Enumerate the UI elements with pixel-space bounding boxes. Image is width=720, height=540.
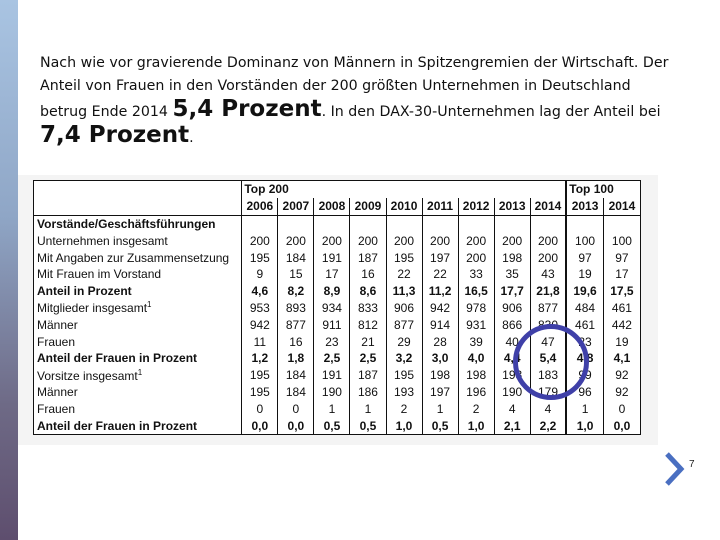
table-cell: 2,5: [350, 350, 386, 367]
year-header: 2009: [350, 198, 386, 215]
table-cell: 953: [242, 300, 278, 317]
table-cell: 28: [422, 333, 458, 350]
intro-paragraph: [40, 52, 680, 150]
table-cell: 19: [603, 333, 640, 350]
table-cell: 200: [386, 232, 422, 249]
table-cell: 200: [314, 232, 350, 249]
table-cell: 0,5: [350, 417, 386, 434]
table-cell: 200: [494, 232, 530, 249]
year-header: 2011: [422, 198, 458, 215]
table-cell: 195: [386, 367, 422, 384]
table-cell: 4,8: [566, 350, 603, 367]
row-label: [34, 249, 242, 266]
table-cell: 97: [603, 249, 640, 266]
year-header: 2014: [603, 198, 640, 215]
table-cell: 195: [242, 249, 278, 266]
table-cell: 934: [314, 300, 350, 317]
row-label-text: Mitglieder insgesamt: [37, 301, 148, 316]
row-label-text: Frauen: [37, 334, 76, 349]
table-cell: 1,8: [278, 350, 314, 367]
table-cell: 17,7: [494, 283, 530, 300]
table-cell: 97: [566, 249, 603, 266]
table-cell: 100: [566, 232, 603, 249]
table-cell: 442: [603, 316, 640, 333]
table-cell: 187: [350, 249, 386, 266]
table-cell: 19: [566, 266, 603, 283]
row-label-text: Mit Angaben zur Zusammensetzung: [37, 250, 230, 265]
table-cell: 5,4: [530, 350, 566, 367]
year-header: 2013: [494, 198, 530, 215]
table-cell: 877: [278, 316, 314, 333]
table-cell: 942: [422, 300, 458, 317]
table-cell: 200: [350, 232, 386, 249]
row-label-text: Unternehmen insgesamt: [37, 233, 168, 248]
table-cell: 8,6: [350, 283, 386, 300]
table-cell: 179: [530, 384, 566, 401]
table-row: [34, 400, 641, 417]
table-cell: 22: [386, 266, 422, 283]
row-label-text: Anteil in Prozent: [37, 284, 132, 299]
row-label-text: Anteil der Frauen in Prozent: [37, 418, 198, 433]
table-cell: 11: [242, 333, 278, 350]
table-cell: 40: [494, 333, 530, 350]
table-cell: 830: [530, 316, 566, 333]
table-cell: 2,5: [314, 350, 350, 367]
table-cell: 1,0: [386, 417, 422, 434]
table-cell: 16: [278, 333, 314, 350]
table-cell: 0: [278, 400, 314, 417]
row-label: [34, 367, 242, 384]
table-cell: 3,0: [422, 350, 458, 367]
row-label: [34, 417, 242, 434]
table-cell: 9: [242, 266, 278, 283]
table-cell: 866: [494, 316, 530, 333]
table-cell: 96: [566, 384, 603, 401]
year-header: 2012: [458, 198, 494, 215]
table-cell: 47: [530, 333, 566, 350]
table-cell: 0,5: [314, 417, 350, 434]
table-cell: 19,6: [566, 283, 603, 300]
table-cell: 23: [566, 333, 603, 350]
intro-highlight-1: 5,4 Prozent: [172, 96, 322, 122]
table-cell: 1,0: [566, 417, 603, 434]
year-header: 2006: [242, 198, 278, 215]
table-cell: 193: [386, 384, 422, 401]
group-header-row: [34, 181, 641, 198]
table-cell: 33: [458, 266, 494, 283]
table-cell: 893: [278, 300, 314, 317]
table-cell: 2,1: [494, 417, 530, 434]
table-cell: 911: [314, 316, 350, 333]
table-cell: 92: [603, 367, 640, 384]
row-label: [34, 300, 242, 317]
table-cell: 190: [314, 384, 350, 401]
table-cell: 1,2: [242, 350, 278, 367]
table-cell: 1: [422, 400, 458, 417]
table-row: [34, 249, 641, 266]
row-label-text: Männer: [37, 317, 78, 332]
table-cell: 16,5: [458, 283, 494, 300]
table-cell: 195: [386, 249, 422, 266]
table-cell: 906: [494, 300, 530, 317]
row-label: [34, 333, 242, 350]
intro-highlight-2: 7,4 Prozent: [40, 122, 190, 148]
intro-text-3: .: [189, 130, 194, 146]
highlight-circle: [513, 324, 589, 400]
table-cell: 461: [566, 316, 603, 333]
table-cell: 0,0: [278, 417, 314, 434]
table-cell: 0: [242, 400, 278, 417]
table-cell: 184: [278, 249, 314, 266]
table-cell: 11,2: [422, 283, 458, 300]
table-cell: 942: [242, 316, 278, 333]
table-cell: 191: [314, 367, 350, 384]
table-cell: 200: [278, 232, 314, 249]
table-cell: 1,0: [458, 417, 494, 434]
table-cell: 812: [350, 316, 386, 333]
table-cell: 184: [278, 384, 314, 401]
table-cell: 1: [314, 400, 350, 417]
table-cell: 16: [350, 266, 386, 283]
row-label: [34, 400, 242, 417]
table-cell: 877: [530, 300, 566, 317]
table-cell: 200: [530, 232, 566, 249]
year-header: 2007: [278, 198, 314, 215]
section-label: Vorstände/Geschäftsführungen: [34, 215, 242, 232]
table-cell: 4: [530, 400, 566, 417]
table-cell: 193: [494, 367, 530, 384]
table-cell: 4,1: [603, 350, 640, 367]
row-label-text: Mit Frauen im Vorstand: [37, 267, 162, 282]
row-label: [34, 283, 242, 300]
table-cell: 461: [603, 300, 640, 317]
table-cell: 3,2: [386, 350, 422, 367]
table-cell: 15: [278, 266, 314, 283]
table-cell: 186: [350, 384, 386, 401]
table-cell: 0,5: [422, 417, 458, 434]
table-row: [34, 232, 641, 249]
table-cell: 43: [530, 266, 566, 283]
table-cell: 29: [386, 333, 422, 350]
year-header: 2013: [566, 198, 603, 215]
year-header-row: [34, 198, 641, 215]
table-cell: 1: [350, 400, 386, 417]
table-cell: 8,2: [278, 283, 314, 300]
table-cell: 0,0: [242, 417, 278, 434]
table-cell: 21,8: [530, 283, 566, 300]
row-label: [34, 384, 242, 401]
table-cell: 195: [242, 367, 278, 384]
table-cell: 190: [494, 384, 530, 401]
footnote-mark: 1: [137, 367, 143, 377]
footnote-mark: 1: [147, 300, 152, 310]
table-cell: 1: [566, 400, 603, 417]
group-header-top200: Top 200: [242, 181, 566, 198]
row-label: [34, 232, 242, 249]
year-header: 2008: [314, 198, 350, 215]
table-cell: 183: [530, 367, 566, 384]
table-cell: 198: [494, 249, 530, 266]
chevron-right-icon[interactable]: [664, 452, 686, 486]
table-cell: 35: [494, 266, 530, 283]
table-cell: 200: [458, 249, 494, 266]
table-cell: 200: [530, 249, 566, 266]
table-row: [34, 266, 641, 283]
table-row: [34, 417, 641, 434]
table-cell: 17: [314, 266, 350, 283]
table-cell: 21: [350, 333, 386, 350]
table-cell: 198: [422, 367, 458, 384]
table-cell: 2,2: [530, 417, 566, 434]
table-cell: 196: [458, 384, 494, 401]
table-cell: 23: [314, 333, 350, 350]
table-cell: 978: [458, 300, 494, 317]
header-empty-cell: [34, 198, 242, 215]
table-cell: 0,0: [603, 417, 640, 434]
table-cell: 914: [422, 316, 458, 333]
left-accent-bar: [0, 0, 18, 540]
table-cell: 2: [458, 400, 494, 417]
table-cell: 0: [603, 400, 640, 417]
table-cell: 484: [566, 300, 603, 317]
row-label-text: Anteil der Frauen in Prozent: [37, 351, 198, 366]
table-cell: 99: [566, 367, 603, 384]
table-cell: 191: [314, 249, 350, 266]
table-cell: 2: [386, 400, 422, 417]
row-label-text: Männer: [37, 384, 78, 399]
table-cell: 198: [458, 367, 494, 384]
row-label-text: Vorsitze insgesamt: [37, 368, 138, 383]
table-cell: 833: [350, 300, 386, 317]
table-cell: 100: [603, 232, 640, 249]
table-cell: 17,5: [603, 283, 640, 300]
table-cell: 17: [603, 266, 640, 283]
table-cell: 200: [242, 232, 278, 249]
table-cell: 4,6: [242, 283, 278, 300]
page-number: 7: [689, 459, 695, 470]
intro-text-1: Nach wie vor gravierende Dominanz von Männern in Spitzengremien der Wirtschaft. Der Anteil von Frauen in den Vorständen der 200 größten Unternehmen in Deutschland betrug Ende 2014: [40, 55, 669, 120]
table-cell: 4,4: [494, 350, 530, 367]
table-cell: 92: [603, 384, 640, 401]
table-cell: 877: [386, 316, 422, 333]
table-cell: 197: [422, 384, 458, 401]
table-cell: 4,0: [458, 350, 494, 367]
table-cell: 187: [350, 367, 386, 384]
table-cell: 906: [386, 300, 422, 317]
table-row: [34, 283, 641, 300]
table-cell: 197: [422, 249, 458, 266]
table-cell: 22: [422, 266, 458, 283]
table-cell: 39: [458, 333, 494, 350]
year-header: 2014: [530, 198, 566, 215]
row-label-text: Frauen: [37, 401, 76, 416]
intro-text-2: . In den DAX-30-Unternehmen lag der Anteil bei: [321, 104, 661, 120]
table-cell: 195: [242, 384, 278, 401]
row-label: [34, 350, 242, 367]
row-label: [34, 316, 242, 333]
header-empty-cell: [34, 181, 242, 198]
table-cell: 8,9: [314, 283, 350, 300]
table-cell: 184: [278, 367, 314, 384]
table-row: [34, 300, 641, 317]
year-header: 2010: [386, 198, 422, 215]
section-header-row: [34, 215, 641, 232]
group-header-top100: Top 100: [566, 181, 640, 198]
table-cell: 931: [458, 316, 494, 333]
table-cell: 4: [494, 400, 530, 417]
table-cell: 11,3: [386, 283, 422, 300]
table-cell: 200: [422, 232, 458, 249]
table-cell: 200: [458, 232, 494, 249]
row-label: [34, 266, 242, 283]
